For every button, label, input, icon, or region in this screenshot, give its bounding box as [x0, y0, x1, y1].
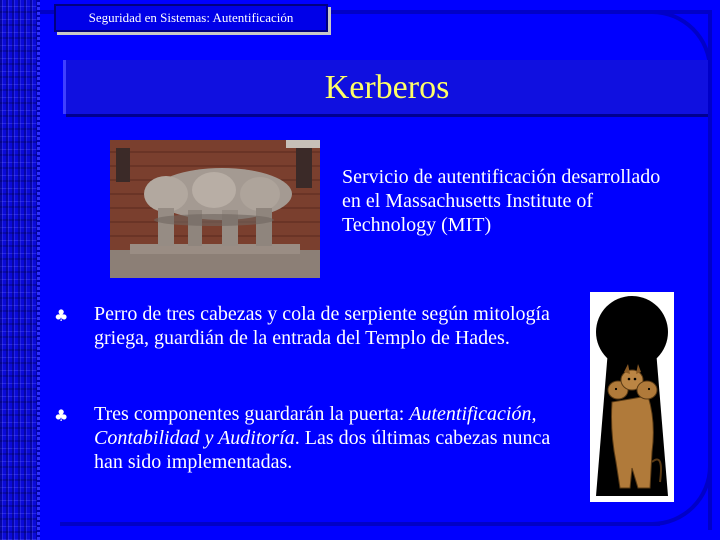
title-bar	[66, 60, 708, 114]
frame-bottom-line	[60, 522, 660, 526]
cerberus-statue-photo	[110, 140, 320, 278]
bullet-text-suffix: . Las dos últimas cabezas nunca han sido implementadas.	[94, 427, 551, 473]
intro-text: Servicio de autentificación desarrollado en el Massachusetts Institute of Technology (MIT)	[342, 166, 661, 236]
club-bullet-icon: ♣	[54, 306, 69, 325]
slide-title: Kerberos	[324, 69, 450, 106]
bullet-text-prefix: Tres componentes guardarán la puerta:	[94, 403, 410, 425]
decorative-left-strip	[0, 0, 40, 540]
club-bullet-icon: ♣	[54, 406, 69, 425]
bullet-item	[54, 402, 574, 474]
section-header	[54, 4, 328, 32]
statue-photo-graphic	[110, 140, 320, 278]
cerberus-keyhole-illustration	[590, 292, 674, 502]
keyhole-graphic	[590, 292, 674, 502]
bullet-text: Perro de tres cabezas y cola de serpiente según mitología griega, guardián de la entrada del Templo de Hades.	[94, 303, 550, 349]
frame-right-line	[708, 10, 712, 530]
section-header-label: Seguridad en Sistemas: Autentificación	[88, 10, 294, 25]
bullet-item	[54, 302, 574, 350]
bullet-text-italic: Autentificación, Contabilidad y Auditoría	[94, 403, 537, 449]
bullet-text	[94, 402, 574, 474]
